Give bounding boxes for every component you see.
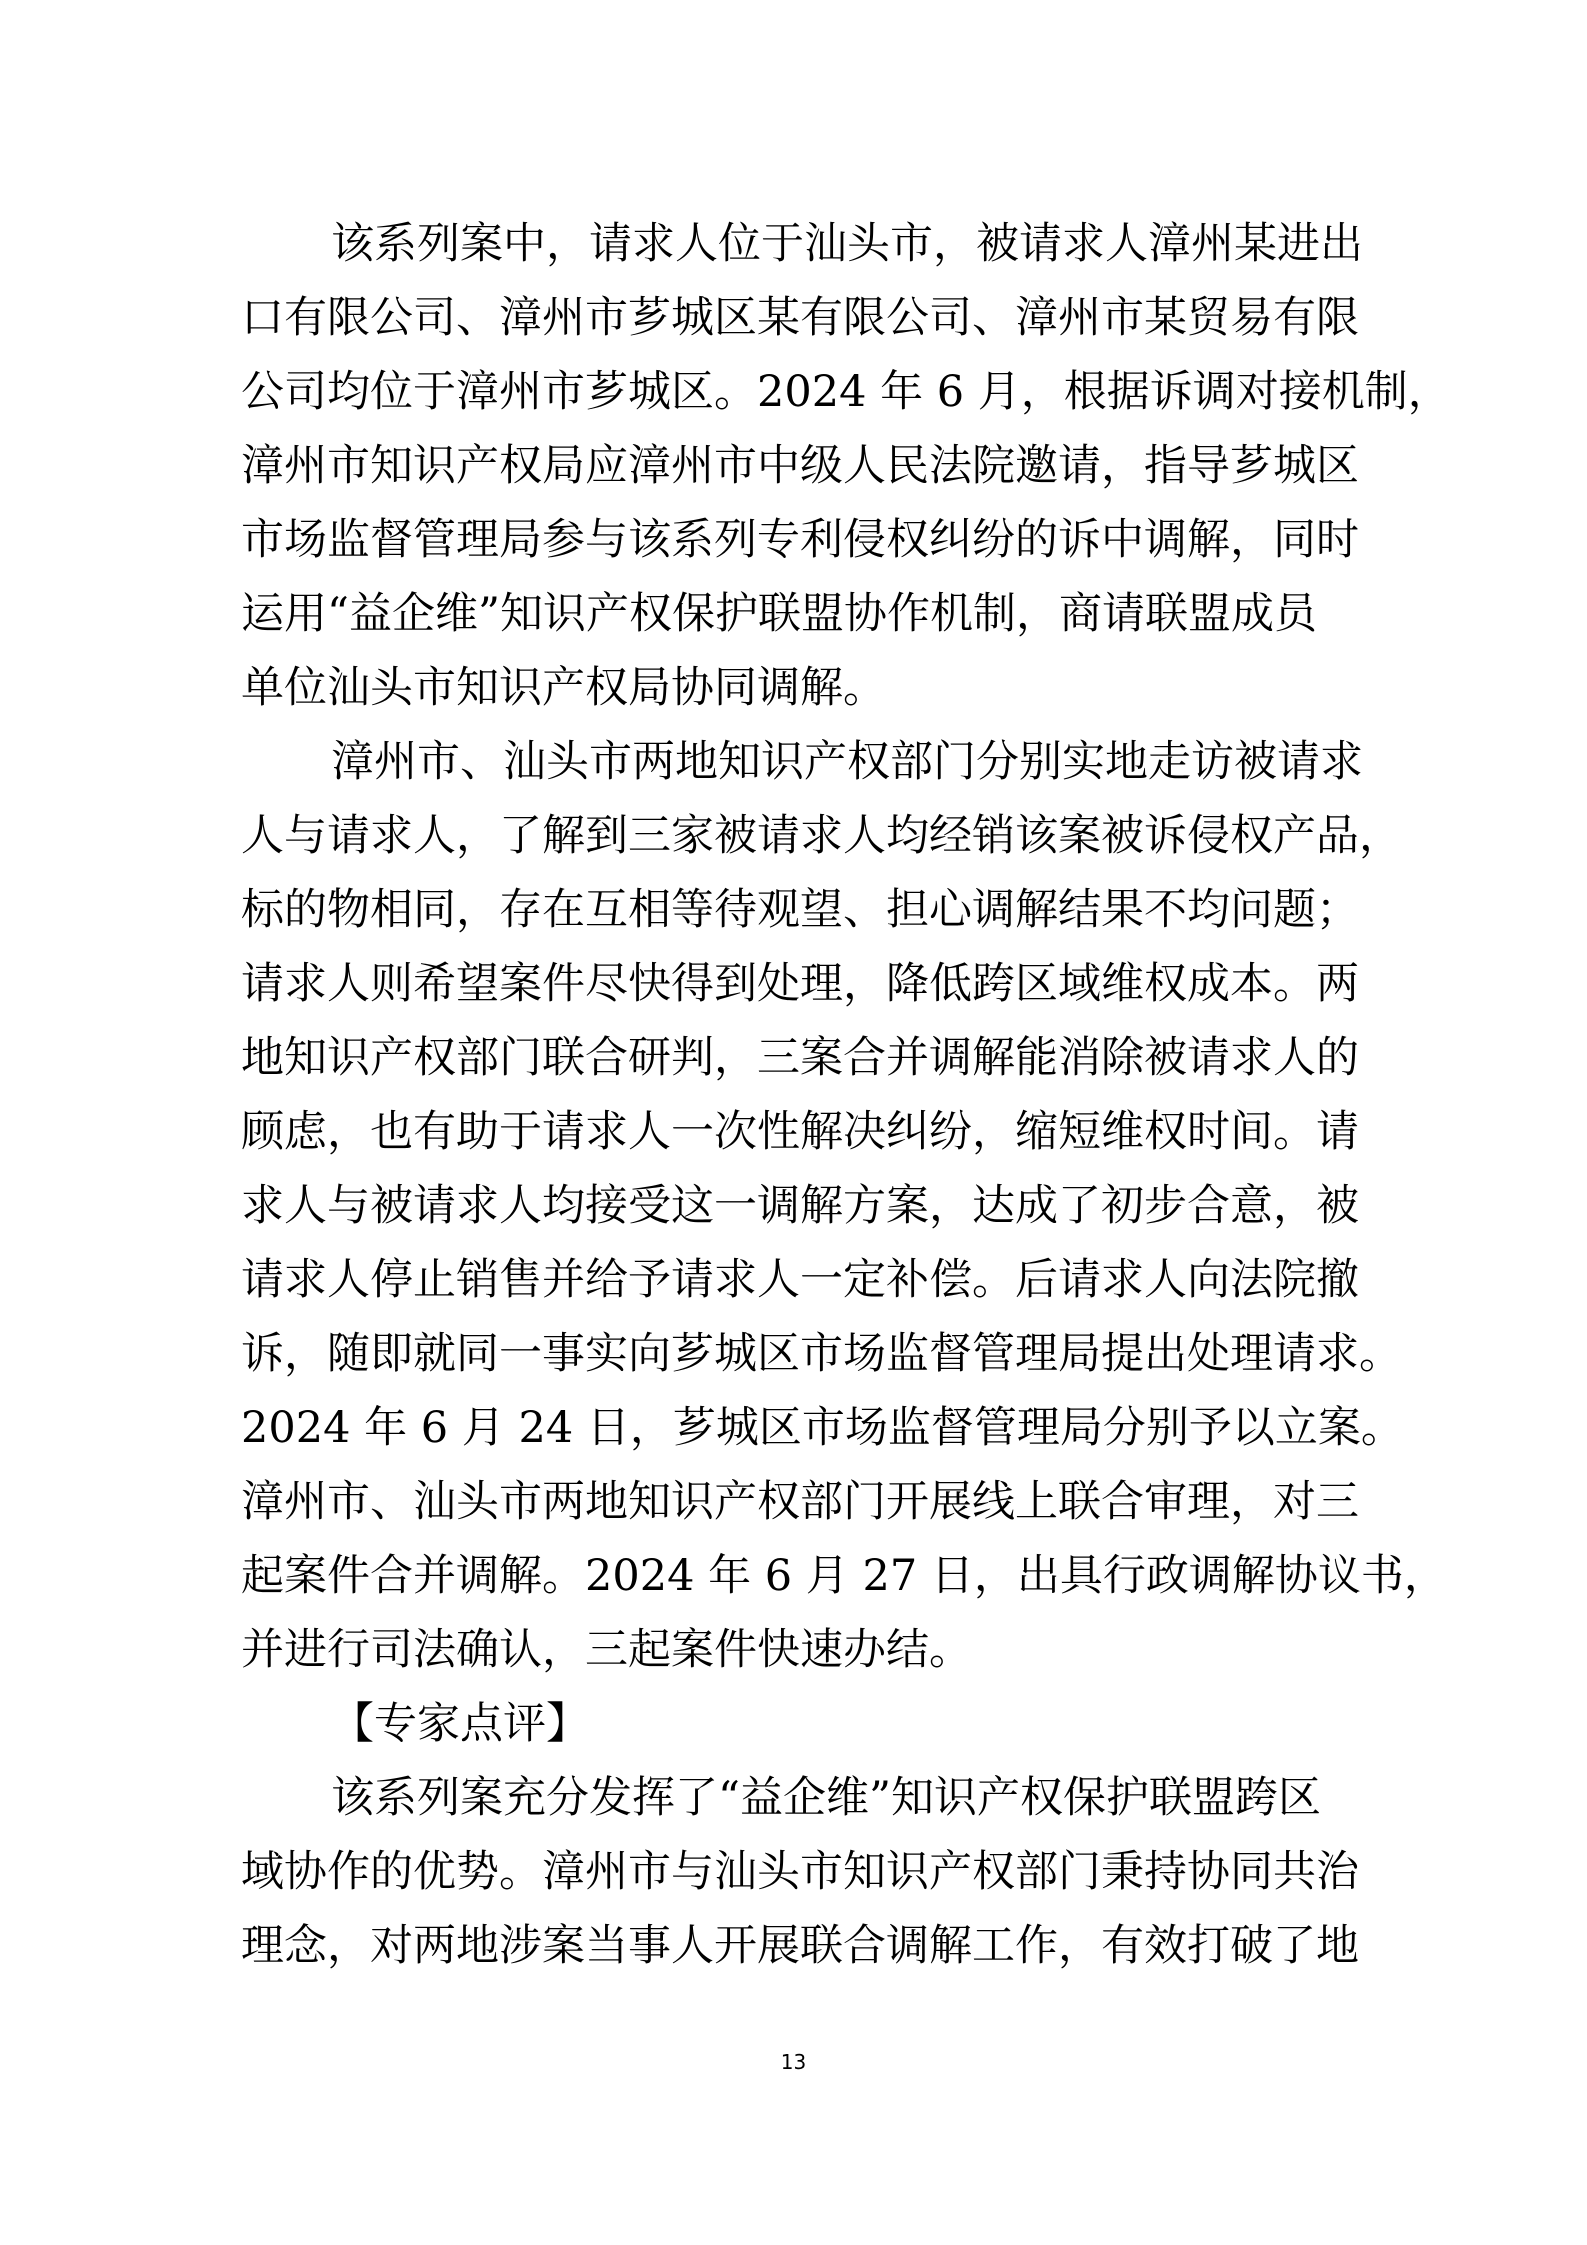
paragraph-line: 求人与被请求人均接受这一调解方案，达成了初步合意，被 bbox=[241, 1181, 1359, 1231]
paragraph-line: 请求人停止销售并给予请求人一定补偿。后请求人向法院撤 bbox=[241, 1255, 1359, 1305]
paragraph-line: 运用“益企维”知识产权保护联盟协作机制，商请联盟成员 bbox=[241, 589, 1317, 639]
paragraph-line: 顾虑，也有助于请求人一次性解决纠纷，缩短维权时间。请 bbox=[241, 1107, 1359, 1157]
paragraph-line: 市场监督管理局参与该系列专利侵权纠纷的诉中调解，同时 bbox=[241, 515, 1359, 565]
paragraph-line: 漳州市知识产权局应漳州市中级人民法院邀请，指导芗城区 bbox=[241, 441, 1359, 491]
paragraph-line: 公司均位于漳州市芗城区。2024 年 6 月，根据诉调对接机制， bbox=[241, 367, 1451, 417]
paragraph-line: 域协作的优势。漳州市与汕头市知识产权部门秉持协同共治 bbox=[241, 1847, 1359, 1897]
paragraph-line: 起案件合并调解。2024 年 6 月 27 日，出具行政调解协议书， bbox=[241, 1551, 1447, 1601]
paragraph-line: 2024 年 6 月 24 日，芗城区市场监督管理局分别予以立案。 bbox=[241, 1403, 1404, 1453]
page-number: 13 bbox=[780, 2050, 807, 2074]
paragraph-line: 并进行司法确认，三起案件快速办结。 bbox=[241, 1625, 972, 1675]
paragraph-line: 该系列案中，请求人位于汕头市，被请求人漳州某进出 bbox=[331, 219, 1363, 269]
paragraph-line: 人与请求人，了解到三家被请求人均经销该案被诉侵权产品， bbox=[241, 811, 1402, 861]
paragraph-line: 单位汕头市知识产权局协同调解。 bbox=[241, 663, 886, 713]
paragraph-line: 漳州市、汕头市两地知识产权部门开展线上联合审理，对三 bbox=[241, 1477, 1359, 1527]
paragraph-line: 该系列案充分发挥了“益企维”知识产权保护联盟跨区 bbox=[331, 1773, 1321, 1823]
paragraph-line: 请求人则希望案件尽快得到处理，降低跨区域维权成本。两 bbox=[241, 959, 1359, 1009]
paragraph-line: 诉，随即就同一事实向芗城区市场监督管理局提出处理请求。 bbox=[241, 1329, 1402, 1379]
paragraph-line: 标的物相同，存在互相等待观望、担心调解结果不均问题； bbox=[241, 885, 1359, 935]
paragraph-line: 漳州市、汕头市两地知识产权部门分别实地走访被请求 bbox=[331, 737, 1363, 787]
section-heading: 【专家点评】 bbox=[331, 1699, 589, 1749]
paragraph-line: 地知识产权部门联合研判，三案合并调解能消除被请求人的 bbox=[241, 1033, 1359, 1083]
paragraph-line: 理念，对两地涉案当事人开展联合调解工作，有效打破了地 bbox=[241, 1921, 1359, 1971]
paragraph-line: 口有限公司、漳州市芗城区某有限公司、漳州市某贸易有限 bbox=[241, 293, 1359, 343]
